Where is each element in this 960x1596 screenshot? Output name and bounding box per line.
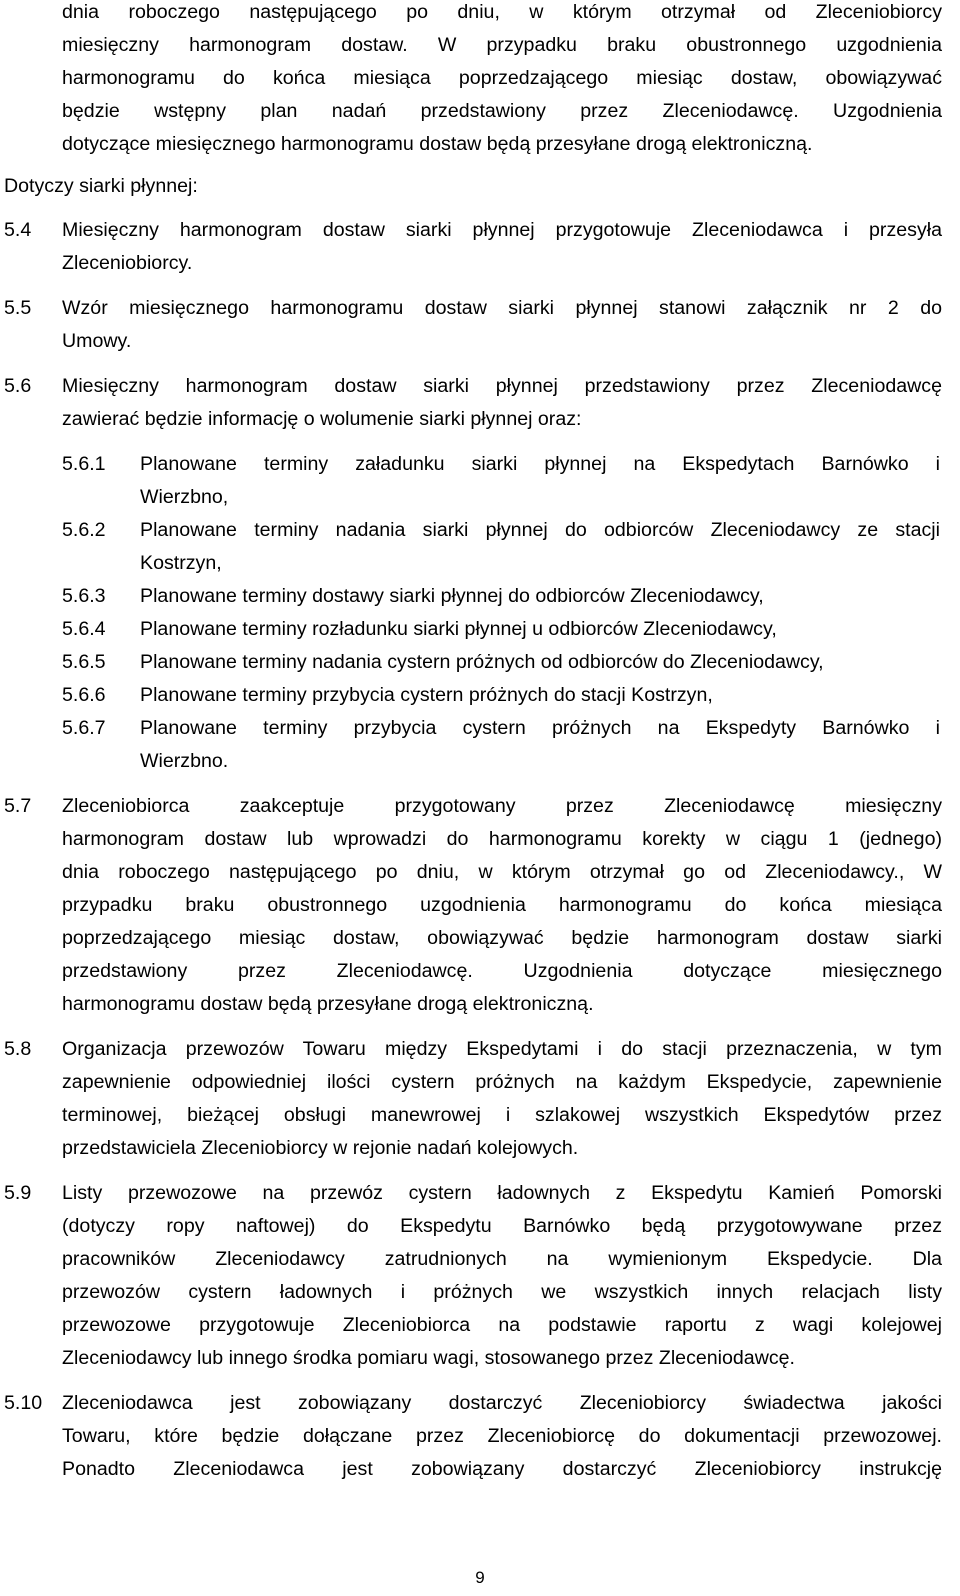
paragraph-line: przypadku braku obustronnego uzgodnienia harmonogramu do końca miesiąca [62,894,942,916]
list-item-number: 5.6.3 [62,585,106,607]
paragraph-line: Organizacja przewozów Towaru między Ekspedytami i do stacji przeznaczenia, w tym [62,1038,942,1060]
paragraph-line: pracowników Zleceniodawcy zatrudnionych na wymienionym Ekspedycie. Dla [62,1248,942,1270]
page-number: 9 [475,1568,485,1587]
paragraph-number: 5.8 [4,1038,32,1060]
paragraph-line: Zleceniodawcy lub innego środka pomiaru wagi, stosowanego przez Zleceniodawcę. [62,1347,795,1369]
paragraph-line: Umowy. [62,330,132,352]
list-item-number: 5.6.4 [62,618,106,640]
list-item-number: 5.6.1 [62,453,106,475]
paragraph-line: zawierać będzie informację o wolumenie siarki płynnej oraz: [62,408,582,430]
paragraph-number: 5.6 [4,375,32,397]
paragraph-line: (dotyczy ropy naftowej) do Ekspedytu Barnówko będą przygotowywane przez [62,1215,942,1237]
paragraph-line: poprzedzającego miesiąc dostaw, obowiązywać będzie harmonogram dostaw siarki [62,927,942,949]
paragraph-line: dnia roboczego następującego po dniu, w którym otrzymał od Zleceniobiorcy [62,1,942,23]
list-item-line: Planowane terminy przybycia cystern próżnych do stacji Kostrzyn, [140,684,713,706]
paragraph-line: przewozów cystern ładownych i próżnych we wszystkich innych relacjach listy [62,1281,942,1303]
paragraph-line: Miesięczny harmonogram dostaw siarki płynnej przygotowuje Zleceniodawca i przesyła [62,219,942,241]
list-item-number: 5.6.7 [62,717,106,739]
list-item-line: Kostrzyn, [140,552,222,574]
paragraph-line: harmonogramu dostaw będą przesyłane drogą elektroniczną. [62,993,594,1015]
paragraph-number: 5.4 [4,219,32,241]
paragraph-line: dotyczące miesięcznego harmonogramu dostaw będą przesyłane drogą elektroniczną. [62,133,813,155]
paragraph-line: Listy przewozowe na przewóz cystern ładownych z Ekspedytu Kamień Pomorski [62,1182,942,1204]
paragraph-number: 5.7 [4,795,32,817]
paragraph-line: Ponadto Zleceniodawca jest zobowiązany dostarczyć Zleceniobiorcy instrukcję [62,1458,942,1480]
paragraph-line: przewozowe przygotowuje Zleceniobiorca na podstawie raportu z wagi kolejowej [62,1314,942,1336]
paragraph-line: Miesięczny harmonogram dostaw siarki płynnej przedstawiony przez Zleceniodawcę [62,375,942,397]
paragraph-line: dnia roboczego następującego po dniu, w którym otrzymał go od Zleceniodawcy., W [62,861,942,883]
paragraph-line: Zleceniodawca jest zobowiązany dostarczyć Zleceniobiorcy świadectwa jakości [62,1392,942,1414]
list-item-line: Planowane terminy nadania cystern próżnych od odbiorców do Zleceniodawcy, [140,651,824,673]
section-subheading: Dotyczy siarki płynnej: [4,175,198,197]
paragraph-line: miesięczny harmonogram dostaw. W przypadku braku obustronnego uzgodnienia [62,34,942,56]
paragraph-line: Towaru, które będzie dołączane przez Zleceniobiorcę do dokumentacji przewozowej. [62,1425,942,1447]
list-item-line: Planowane terminy przybycia cystern próżnych na Ekspedyty Barnówko i [140,717,940,739]
paragraph-line: Zleceniobiorcy. [62,252,193,274]
list-item-line: Wierzbno. [140,750,229,772]
list-item-line: Wierzbno, [140,486,229,508]
paragraph-line: terminowej, bieżącej obsługi manewrowej i szlakowej wszystkich Ekspedytów przez [62,1104,942,1126]
paragraph-line: będzie wstępny plan nadań przedstawiony przez Zleceniodawcę. Uzgodnienia [62,100,942,122]
paragraph-line: harmonogram dostaw lub wprowadzi do harmonogramu korekty w ciągu 1 (jednego) [62,828,942,850]
paragraph-number: 5.5 [4,297,32,319]
paragraph-line: przedstawiony przez Zleceniodawcę. Uzgodnienia dotyczące miesięcznego [62,960,942,982]
list-item-number: 5.6.2 [62,519,106,541]
paragraph-line: przedstawiciela Zleceniobiorcy w rejonie nadań kolejowych. [62,1137,579,1159]
paragraph-number: 5.9 [4,1182,32,1204]
list-item-number: 5.6.6 [62,684,106,706]
paragraph-line: harmonogramu do końca miesiąca poprzedzającego miesiąc dostaw, obowiązywać [62,67,942,89]
list-item-line: Planowane terminy załadunku siarki płynnej na Ekspedytach Barnówko i [140,453,940,475]
paragraph-line: Zleceniobiorca zaakceptuje przygotowany przez Zleceniodawcę miesięczny [62,795,942,817]
list-item-line: Planowane terminy nadania siarki płynnej do odbiorców Zleceniodawcy ze stacji [140,519,940,541]
list-item-number: 5.6.5 [62,651,106,673]
paragraph-line: zapewnienie odpowiedniej ilości cystern próżnych na każdym Ekspedycie, zapewnienie [62,1071,942,1093]
paragraph-number: 5.10 [4,1392,43,1414]
list-item-line: Planowane terminy dostawy siarki płynnej do odbiorców Zleceniodawcy, [140,585,764,607]
list-item-line: Planowane terminy rozładunku siarki płynnej u odbiorców Zleceniodawcy, [140,618,777,640]
paragraph-line: Wzór miesięcznego harmonogramu dostaw siarki płynnej stanowi załącznik nr 2 do [62,297,942,319]
